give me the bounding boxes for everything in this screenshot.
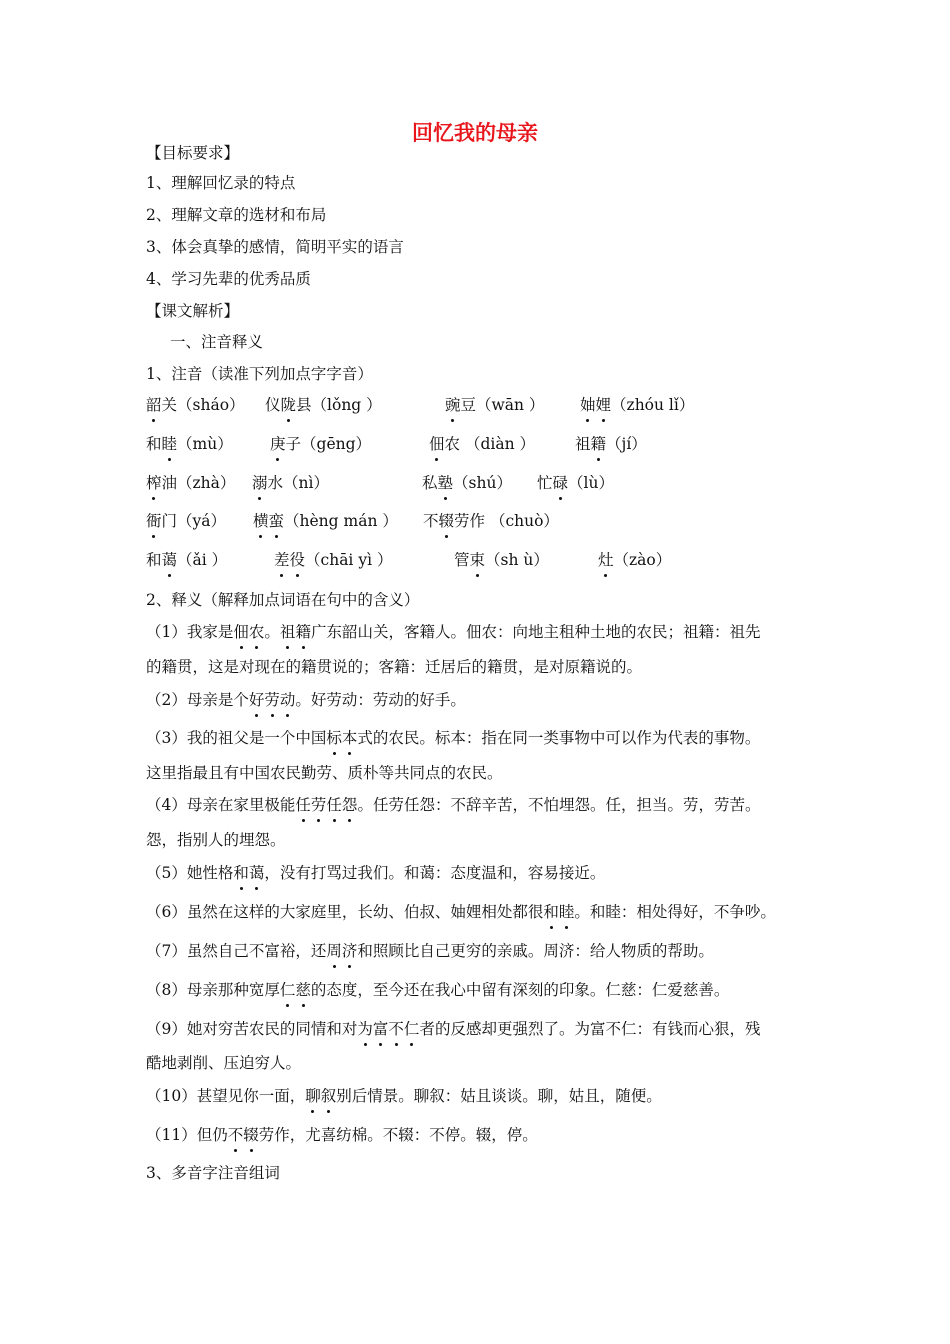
emphasis-char: 为 <box>357 1020 373 1038</box>
pinyin-entry: 不辍劳作 （chuò） <box>423 512 559 530</box>
meaning-line: （5）她性格和蔼，没有打骂过我们。和蔼：态度温和，容易接近。 <box>146 864 606 882</box>
meaning-line: （8）母亲那种宽厚仁慈的态度，至今还在我心中留有深刻的印象。仁慈：仁爱慈善。 <box>146 981 730 999</box>
pinyin-entry: 和睦（mù） <box>146 435 233 453</box>
meaning-line: 酷地剥削、压迫穷人。 <box>146 1054 302 1072</box>
emphasis-char: 富 <box>372 1020 389 1038</box>
meaning-line: 这里指最且有中国农民勤劳、质朴等共同点的农民。 <box>146 764 503 782</box>
emphasis-char: 任 <box>326 796 342 814</box>
pinyin-entry: 韶关（sháo） <box>146 396 245 414</box>
meaning-line: （7）虽然自己不富裕，还周济和照顾比自己更穷的亲戚。周济：给人物质的帮助。 <box>146 942 714 960</box>
emphasis-char: 劳 <box>264 691 280 709</box>
pinyin-entry: 管束（sh ù） <box>454 551 549 569</box>
goal-item: 4、学习先辈的优秀品质 <box>146 270 311 288</box>
meaning-line: （1）我家是佃农。祖籍广东韶山关，客籍人。佃农：向地主租种土地的农民；祖籍：祖先 <box>146 623 761 641</box>
emphasis-char: 和 <box>233 864 249 882</box>
emphasis-char: 聊 <box>305 1087 321 1105</box>
pinyin-entry: 和蔼（ǎi ） <box>146 551 228 569</box>
emphasis-char: 横 <box>253 512 269 530</box>
emphasis-char: 任 <box>295 796 311 814</box>
emphasis-char: 祖 <box>279 623 296 641</box>
emphasis-char: 好 <box>248 691 265 709</box>
emphasis-char: 不 <box>388 1020 404 1038</box>
meaning-line: （9）她对穷苦农民的同情和对为富不仁者的反感却更强烈了。为富不仁：有钱而心狠，残 <box>146 1020 761 1038</box>
emphasis-char: 叙 <box>320 1087 337 1105</box>
pinyin-entry: 横蛮（hèng mán ） <box>253 512 398 530</box>
meaning-line: （2）母亲是个好劳动。好劳动：劳动的好手。 <box>146 691 466 709</box>
meaning-line: （3）我的祖父是一个中国标本式的农民。标本：指在同一类事物中可以作为代表的事物。 <box>146 729 761 747</box>
goals-heading: 【目标要求】 <box>146 144 240 162</box>
meaning-line: （6）虽然在这样的大家庭里，长幼、伯叔、妯娌相处都很和睦。和睦：相处得好，不争吵。 <box>146 903 776 921</box>
meaning-line: 怨，指别人的埋怨。 <box>146 831 286 849</box>
emphasis-char: 动 <box>279 691 296 709</box>
pinyin-entry: 差役（chāi yì ） <box>274 551 393 569</box>
meaning-line: （4）母亲在家里极能任劳任怨。任劳任怨：不辞辛苦，不怕埋怨。任，担当。劳，劳苦。 <box>146 796 761 814</box>
emphasis-char: 蛮 <box>268 512 285 530</box>
pinyin-entry: 祖籍（jí） <box>575 435 647 453</box>
pinyin-entry: 忙碌（lù） <box>537 474 614 492</box>
emphasis-char: 济 <box>341 942 358 960</box>
pinyin-heading: 1、注音（读准下列加点字字音） <box>146 365 373 383</box>
emphasis-char: 仁 <box>403 1020 420 1038</box>
emphasis-char: 籍 <box>295 623 311 641</box>
goal-item: 2、理解文章的选材和布局 <box>146 206 327 224</box>
pinyin-entry: 妯娌（zhóu lǐ） <box>580 396 695 414</box>
pinyin-entry: 庚子（gēng） <box>270 435 372 453</box>
emphasis-char: 慈 <box>295 981 311 999</box>
pinyin-entry: 灶（zào） <box>598 551 672 569</box>
pinyin-entry: 衙门（yá） <box>146 512 227 530</box>
emphasis-char: 周 <box>326 942 342 960</box>
emphasis-char: 蔼 <box>248 864 265 882</box>
meaning-line: 的籍贯，这是对现在的籍贯说的；客籍：迁居后的籍贯，是对原籍说的。 <box>146 658 643 676</box>
document-title: 回忆我的母亲 <box>412 121 538 145</box>
pinyin-entry: 溺水（nì） <box>252 474 329 492</box>
emphasis-char: 和 <box>543 903 559 921</box>
emphasis-char: 妯 <box>580 396 596 414</box>
section-heading: 一、注音释义 <box>170 333 264 351</box>
analysis-heading: 【课文解析】 <box>146 302 240 320</box>
meaning-line: （10）甚望见你一面，聊叙别后情景。聊叙：姑且谈谈。聊，姑且，随便。 <box>146 1087 662 1105</box>
emphasis-char: 仁 <box>279 981 296 999</box>
emphasis-char: 不 <box>227 1126 244 1144</box>
emphasis-char: 辍 <box>243 1126 259 1144</box>
pinyin-entry: 豌豆（wān ） <box>445 396 545 414</box>
emphasis-char: 役 <box>289 551 306 569</box>
pinyin-entry: 仪陇县（lǒng ） <box>265 396 382 414</box>
emphasis-char: 差 <box>274 551 290 569</box>
pinyin-entry: 榨油（zhà） <box>146 474 236 492</box>
emphasis-char: 劳 <box>310 796 327 814</box>
meaning-line: （11）但仍不辍劳作，尤喜纺棉。不辍：不停。辍，停。 <box>146 1126 538 1144</box>
emphasis-char: 标 <box>326 729 342 747</box>
emphasis-char: 娌 <box>595 396 612 414</box>
emphasis-char: 本 <box>341 729 358 747</box>
emphasis-char: 农 <box>248 623 265 641</box>
goal-item: 3、体会真挚的感情，简明平实的语言 <box>146 238 404 256</box>
pinyin-entry: 佃农 （diàn ） <box>429 435 535 453</box>
poly-heading: 3、多音字注音组词 <box>146 1164 280 1182</box>
emphasis-char: 怨 <box>341 796 358 814</box>
pinyin-entry: 私塾（shú） <box>422 474 512 492</box>
emphasis-char: 睦 <box>558 903 575 921</box>
emphasis-char: 佃 <box>233 623 249 641</box>
goal-item: 1、理解回忆录的特点 <box>146 174 296 192</box>
meaning-heading: 2、释义（解释加点词语在句中的含义） <box>146 591 420 609</box>
